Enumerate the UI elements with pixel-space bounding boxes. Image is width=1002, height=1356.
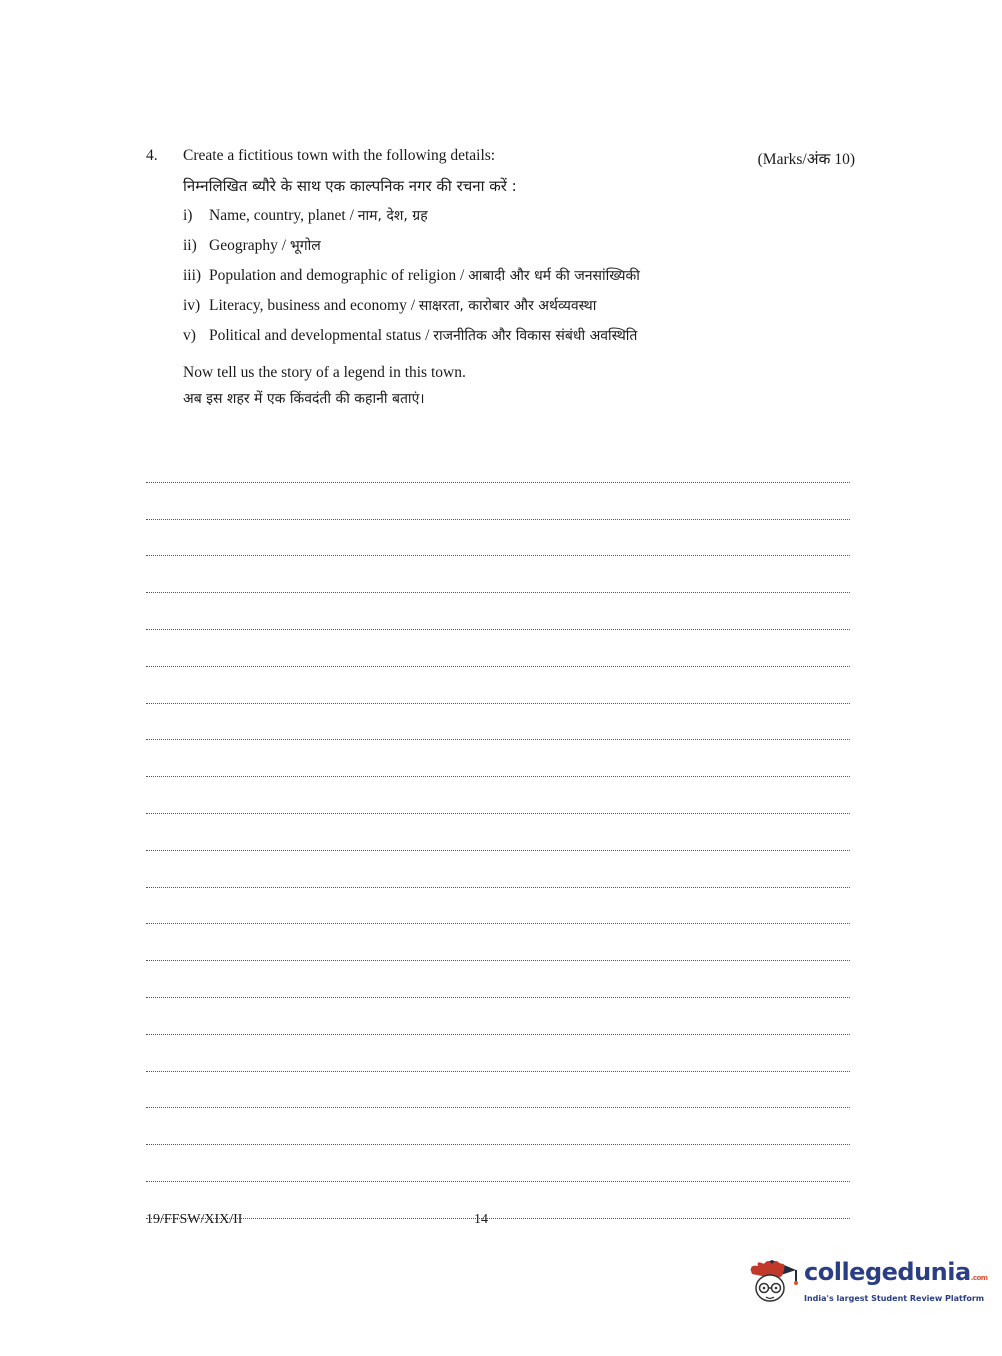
story-prompt: Now tell us the story of a legend in this town. (183, 364, 466, 381)
answer-line (146, 446, 850, 483)
answer-line (146, 777, 850, 814)
answer-line (146, 1108, 850, 1145)
detail-item (183, 206, 640, 236)
detail-item-en: Population and demographic of religion / (209, 267, 469, 284)
logo-wordmark: collegedunia.com (804, 1258, 988, 1286)
answer-line (146, 630, 850, 667)
detail-item-label: ii) (183, 237, 197, 254)
answer-line (146, 556, 850, 593)
answer-line (146, 961, 850, 998)
answer-line (146, 851, 850, 888)
answer-line (146, 924, 850, 961)
detail-list (183, 206, 640, 356)
detail-item-en: Literacy, business and economy / (209, 297, 419, 314)
answer-line (146, 667, 850, 704)
answer-line (146, 1072, 850, 1109)
answer-line (146, 888, 850, 925)
detail-item-hi: नाम, देश, ग्रह (357, 208, 428, 224)
collegedunia-logo (742, 1252, 988, 1312)
page-number: 14 (474, 1212, 488, 1227)
detail-item-label: v) (183, 327, 196, 344)
detail-item-en: Name, country, planet / (209, 207, 358, 224)
story-prompt-hindi: अब इस शहर में एक किंवदंती की कहानी बताएं। (183, 391, 425, 407)
answer-line (146, 998, 850, 1035)
detail-item (183, 296, 640, 326)
detail-item-hi: भूगोल (289, 238, 321, 254)
marks-label: (Marks/अंक 10) (757, 151, 855, 168)
answer-line (146, 1182, 850, 1219)
question-text-hindi: निम्नलिखित ब्यौरे के साथ एक काल्पनिक नगर की रचना करें : (183, 177, 517, 195)
detail-item-label: iii) (183, 267, 202, 284)
question-text: Create a fictitious town with the following details: (183, 147, 496, 164)
answer-area[interactable] (146, 446, 850, 1219)
logo-tagline: India's largest Student Review Platform (804, 1294, 985, 1303)
answer-line (146, 1145, 850, 1182)
detail-item-hi: राजनीतिक और विकास संबंधी अवस्थिति (433, 328, 638, 344)
detail-item-label: iv) (183, 297, 201, 314)
mascot-icon (742, 1252, 802, 1312)
detail-item-label: i) (183, 207, 193, 224)
detail-item (183, 326, 640, 356)
detail-item (183, 266, 640, 296)
question-number: 4. (146, 147, 158, 164)
detail-item-en: Geography / (209, 237, 290, 254)
detail-item-en: Political and developmental status / (209, 327, 434, 344)
answer-line (146, 740, 850, 777)
answer-line (146, 814, 850, 851)
answer-line (146, 483, 850, 520)
answer-line (146, 593, 850, 630)
answer-line (146, 520, 850, 557)
answer-line (146, 1035, 850, 1072)
logo-suffix: .com (970, 1274, 988, 1282)
detail-item-hi: आबादी और धर्म की जनसांख्यिकी (468, 268, 640, 284)
paper-code: 19/FFSW/XIX/II (146, 1212, 243, 1227)
detail-item-hi: साक्षरता, कारोबार और अर्थव्यवस्था (418, 298, 597, 314)
detail-item (183, 236, 640, 266)
answer-line (146, 704, 850, 741)
